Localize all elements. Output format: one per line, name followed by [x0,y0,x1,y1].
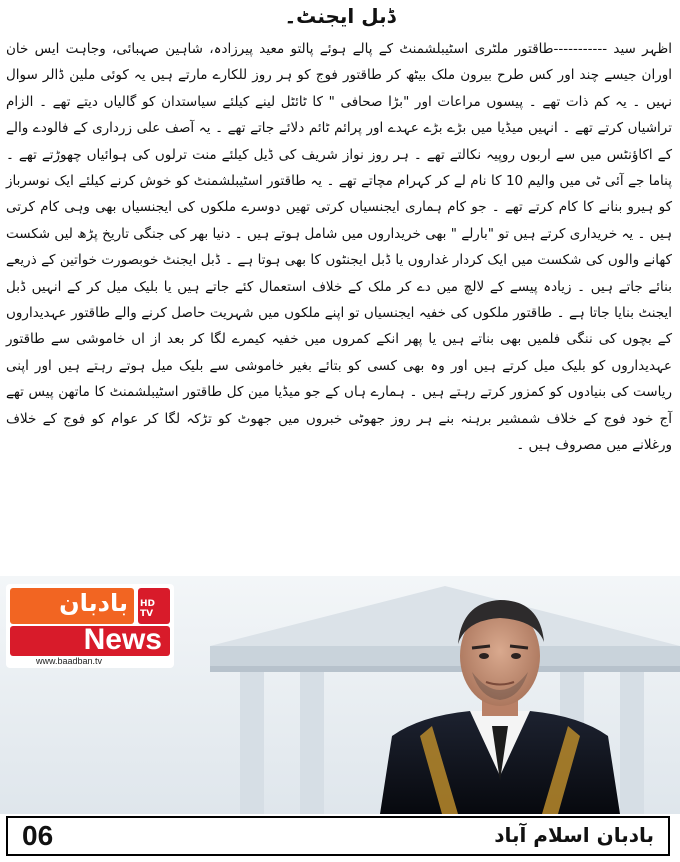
newspaper-name: بادبان اسلام آباد [494,823,654,847]
article-text: -----------طاقتور ملٹری اسٹیبلشمنٹ کے پالے ہوئے پالتو معید پیرزادہ، شاہین صہبائی، وجاہت ایس خان اوران جیسے چند اور کس طرح بیرون ملک بیٹھ کر طاقتور فوج کو ہر روز للکارے مارتے ہیں یہ کوئی ملین ڈالر سوال نہیں ۔ یہ کم ذات تھے ۔ پیسوں مراعات اور "بڑا صحافی " کا ٹائٹل لینے کیلئے سیاستدان کو گالیاں دیتے تھے ۔ الزام تراشیاں کرتے تھے ۔ انہیں میڈیا میں بڑے بڑے عہدے اور پرائم ٹائم دلائے جاتے تھے ۔ یہ آصف علی زرداری کے فالودے والے کے اکاؤنٹس میں سے اربوں روپیہ نکالتے تھے ۔ ہر روز نواز شریف کی ڈیل کیلئے منت ترلوں کی ہوائیاں چھوڑتے تھے ۔ پناما جے آئی ٹی میں والیم 10 کا نام لے کر کہرام مچاتے تھے ۔ یہ طاقتور اسٹیبلشمنٹ کو خوش کرنے کیلئے ایک نوسرباز کو ہیرو بنانے کا کام کرتے تھے ۔ جو کام ہماری ایجنسیاں کرتی تھیں دوسرے ملکوں کی ایجنسیاں بھی وہی کام کرتی ہیں ۔ یہ خریداری کرتے ہیں تو "بارلے " بھی خریداروں میں شامل ہوتے ہیں ۔ دنیا بھر کی جنگی تاریخ پڑھ لیں شکست کھانے والوں کی شکست میں ایک کردار غداروں یا ڈبل ایجنٹوں کا بھی ہوتا ہے ۔ ڈبل ایجنٹ خوبصورت خواتین کے ذریعے بنائے جاتے ہیں ۔ زیادہ پیسے کے لالچ میں دے کر ملک کے خلاف استعمال کئے جاتے ہیں یا بلیک میل کر کے انہیں ڈبل ایجنٹ بنایا جاتا ہے ۔ طاقتور ملکوں کی خفیہ ایجنسیاں تو اپنے ملکوں میں شہریت حاصل کرنے والے طاقتور عہدیداروں کے بچوں کی ننگی فلمیں بھی بناتے ہیں یا پھر انکے کمروں میں خفیہ کیمرے لگا کر بعد از اں خاموشی سے طاقتور عہدیداروں کو بلیک میل کرتے ہیں اور وہ بھی کسی کو بتائے بغیر خاموشی سے بلیک میل ہوتے رہتے ہیں اور اپنی ریاست کی بنیادوں کو کمزور کرتے رہتے ہیں ۔ ہمارے ہاں کے جو میڈیا مین کل طاقتور اسٹیبلشمنٹ کا ماتھن پیس تھے آج خود فوج کے خلاف شمشیر برہنہ بنے ہر روز جھوٹی خبروں میں جھوٹ کو تڑکہ لگا کر عوام کو فوج کے خلاف ورغلانے میں مصروف ہیں ۔ [6,41,673,454]
author-name: اظہر سید [613,41,672,57]
logo-news-band [10,623,170,656]
page-number: 06 [22,820,54,851]
logo-news-text: News [83,623,162,656]
page-footer [6,816,670,856]
article-body [6,36,672,568]
news-photo [0,576,680,814]
logo-urdu-text: بادبان [59,589,128,617]
article-title: ڈبل ایجنٹ۔ [284,4,396,28]
logo-url: www.baadban.tv [36,656,103,666]
logo-tv-badge [138,588,170,624]
logo-urdu-band [10,588,134,624]
channel-logo [6,584,174,668]
logo-tv-text: HD TV [140,599,156,619]
